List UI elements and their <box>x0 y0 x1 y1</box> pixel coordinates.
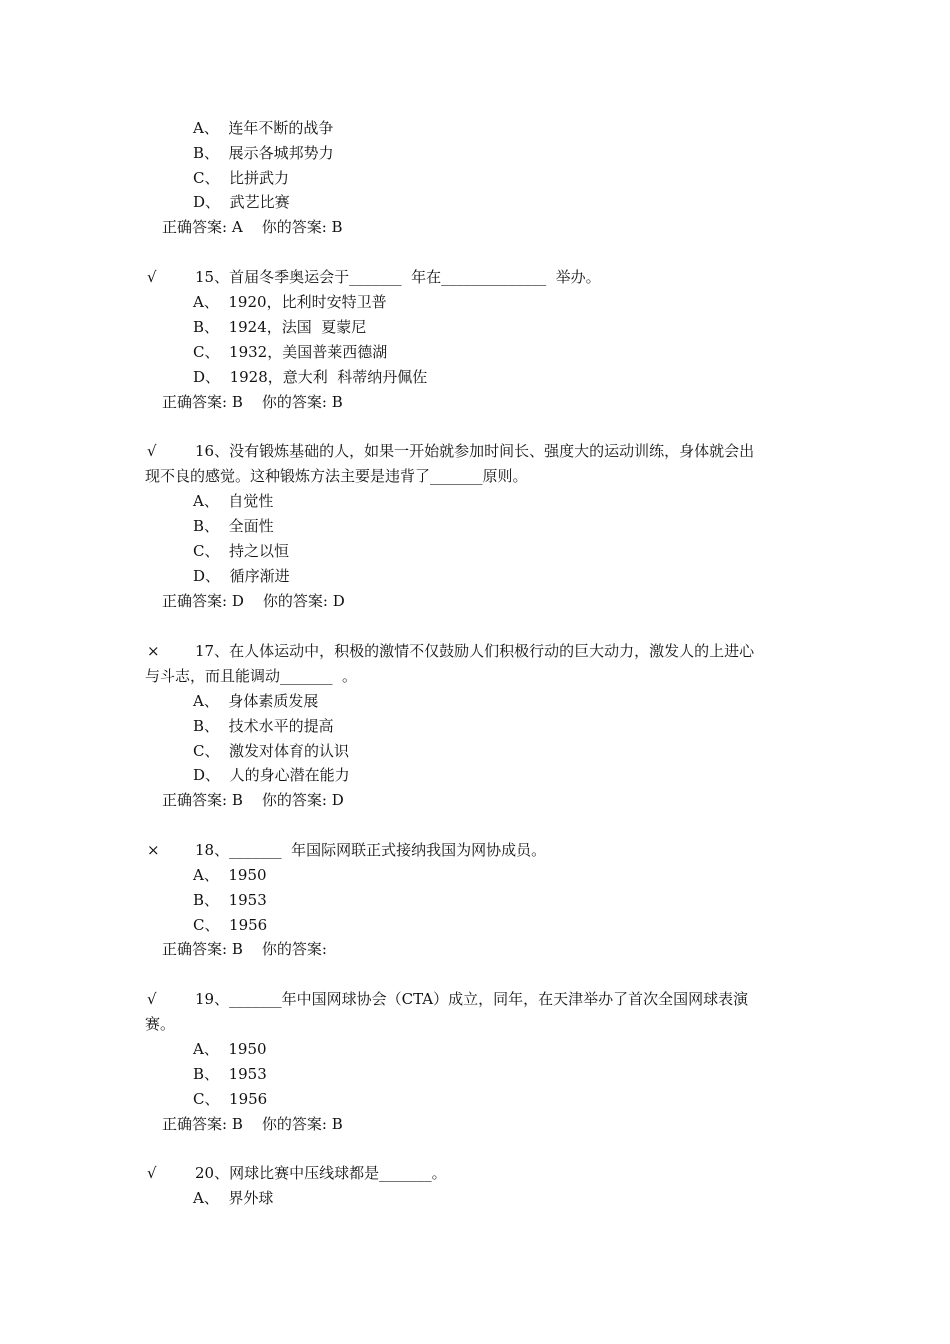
option-c: C、 1956 <box>193 916 268 934</box>
question-text-continued: 赛。 <box>145 1015 176 1033</box>
option-a: A、 1950 <box>193 1040 267 1058</box>
option-a: A、 1950 <box>193 866 267 884</box>
correct-mark-icon: √ <box>147 1164 157 1182</box>
question-text: 19、_______年中国网球协会（CTA）成立，同年，在天津举办了首次全国网球表演 <box>195 990 749 1008</box>
option-a: A、 1920，比利时安特卫普 <box>193 293 387 311</box>
answer-line: 正确答案: B 你的答案: D <box>162 791 344 809</box>
correct-mark-icon: √ <box>147 268 157 286</box>
answer-line: 正确答案: B 你的答案: B <box>162 1115 343 1133</box>
answer-line: 正确答案: B 你的答案: <box>162 940 327 958</box>
option-d: D、 循序渐进 <box>193 567 290 585</box>
answer-line: 正确答案: D 你的答案: D <box>162 592 345 610</box>
wrong-mark-icon: × <box>147 642 160 660</box>
option-c: C、 1956 <box>193 1090 268 1108</box>
option-b: B、 展示各城邦势力 <box>193 144 334 162</box>
answer-line: 正确答案: A 你的答案: B <box>162 218 343 236</box>
question-text: 17、在人体运动中，积极的激情不仅鼓励人们积极行动的巨大动力，激发人的上进心 <box>195 642 755 660</box>
correct-mark-icon: √ <box>147 442 157 460</box>
option-c: C、 1932，美国普莱西德湖 <box>193 343 388 361</box>
question-text: 15、首届冬季奥运会于_______ 年在______________ 举办。 <box>195 268 601 286</box>
question-text: 20、网球比赛中压线球都是_______。 <box>195 1164 447 1182</box>
question-text: 18、_______ 年国际网联正式接纳我国为网协成员。 <box>195 841 547 859</box>
answer-line: 正确答案: B 你的答案: B <box>162 393 343 411</box>
option-d: D、 武艺比赛 <box>193 193 290 211</box>
option-a: A、 身体素质发展 <box>193 692 319 710</box>
option-c: C、 比拼武力 <box>193 169 290 187</box>
option-a: A、 自觉性 <box>193 492 274 510</box>
option-b: B、 全面性 <box>193 517 274 535</box>
option-b: B、 1953 <box>193 1065 267 1083</box>
correct-mark-icon: √ <box>147 990 157 1008</box>
option-b: B、 技术水平的提高 <box>193 717 334 735</box>
question-text-continued: 现不良的感觉。这种锻炼方法主要是违背了_______原则。 <box>145 467 528 485</box>
option-b: B、 1924，法国 夏蒙尼 <box>193 318 367 336</box>
option-d: D、 人的身心潜在能力 <box>193 766 350 784</box>
option-d: D、 1928，意大利 科蒂纳丹佩佐 <box>193 368 428 386</box>
option-b: B、 1953 <box>193 891 267 909</box>
option-c: C、 持之以恒 <box>193 542 290 560</box>
question-text-continued: 与斗志，而且能调动_______ 。 <box>145 667 358 685</box>
option-a: A、 界外球 <box>193 1189 274 1207</box>
option-c: C、 激发对体育的认识 <box>193 742 350 760</box>
option-a: A、 连年不断的战争 <box>193 119 334 137</box>
question-text: 16、没有锻炼基础的人，如果一开始就参加时间长、强度大的运动训练，身体就会出 <box>195 442 755 460</box>
wrong-mark-icon: × <box>147 841 160 859</box>
